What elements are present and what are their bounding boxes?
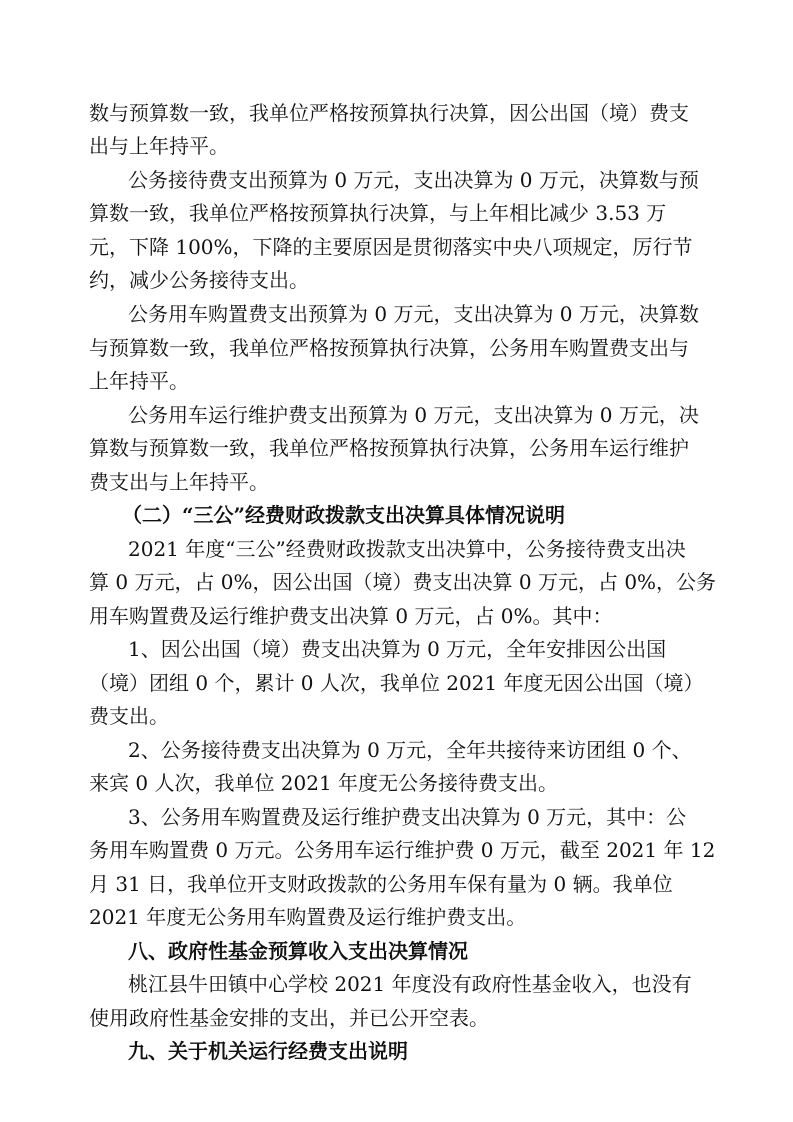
paragraph-line: 2021 年度无公务用车购置费及运行维护费支出。	[89, 905, 527, 929]
section-heading: 九、关于机关运行经费支出说明	[128, 1039, 408, 1063]
paragraph-line: 算数与预算数一致，我单位严格按预算执行决算，公务用车运行维护	[89, 436, 689, 460]
paragraph-line: （境）团组 0 个，累计 0 人次，我单位 2021 年度无因公出国（境）	[89, 671, 704, 695]
paragraph-line: 公务接待费支出预算为 0 万元，支出决算为 0 万元，决算数与预	[128, 168, 699, 192]
paragraph-line: 算数一致，我单位严格按预算执行决算，与上年相比减少 3.53 万	[89, 201, 667, 225]
paragraph-line: 2、公务接待费支出决算为 0 万元，全年共接待来访团组 0 个、	[128, 738, 692, 762]
paragraph-line: 务用车购置费 0 万元。公务用车运行维护费 0 万元，截至 2021 年 12	[89, 838, 716, 862]
paragraph-line: 上年持平。	[89, 369, 189, 393]
paragraph-line: 来宾 0 人次，我单位 2021 年度无公务接待费支出。	[89, 771, 559, 795]
paragraph-line: 数与预算数一致，我单位严格按预算执行决算，因公出国（境）费支	[89, 101, 689, 125]
paragraph-line: 公务用车运行维护费支出预算为 0 万元，支出决算为 0 万元，决	[128, 403, 699, 427]
paragraph-line: 桃江县牛田镇中心学校 2021 年度没有政府性基金收入，也没有	[128, 972, 692, 996]
paragraph-line: 约，减少公务接待支出。	[89, 268, 309, 292]
paragraph-line: 月 31 日，我单位开支财政拨款的公务用车保有量为 0 辆。我单位	[89, 872, 673, 896]
paragraph-line: 1、因公出国（境）费支出决算为 0 万元，全年安排因公出国	[128, 637, 667, 661]
paragraph-line: 公务用车购置费支出预算为 0 万元，支出决算为 0 万元，决算数	[128, 302, 699, 326]
paragraph-line: 3、公务用车购置费及运行维护费支出决算为 0 万元，其中：公	[128, 805, 687, 829]
paragraph-line: 2021 年度“三公”经费财政拨款支出决算中，公务接待费支出决	[128, 537, 686, 561]
paragraph-line: 费支出。	[89, 704, 169, 728]
paragraph-line: 出与上年持平。	[89, 134, 229, 158]
paragraph-line: 使用政府性基金安排的支出，并已公开空表。	[89, 1006, 489, 1030]
section-heading: （二）“三公”经费财政拨款支出决算具体情况说明	[122, 503, 566, 527]
paragraph-line: 用车购置费及运行维护费支出决算 0 万元，占 0%。其中：	[89, 604, 613, 628]
paragraph-line: 与预算数一致，我单位严格按预算执行决算，公务用车购置费支出与	[89, 336, 689, 360]
section-heading: 八、政府性基金预算收入支出决算情况	[128, 939, 468, 963]
paragraph-line: 元，下降 100%，下降的主要原因是贯彻落实中央八项规定，厉行节	[89, 235, 693, 259]
paragraph-line: 算 0 万元，占 0%，因公出国（境）费支出决算 0 万元，占 0%，公务	[89, 570, 717, 594]
paragraph-line: 费支出与上年持平。	[89, 470, 269, 494]
